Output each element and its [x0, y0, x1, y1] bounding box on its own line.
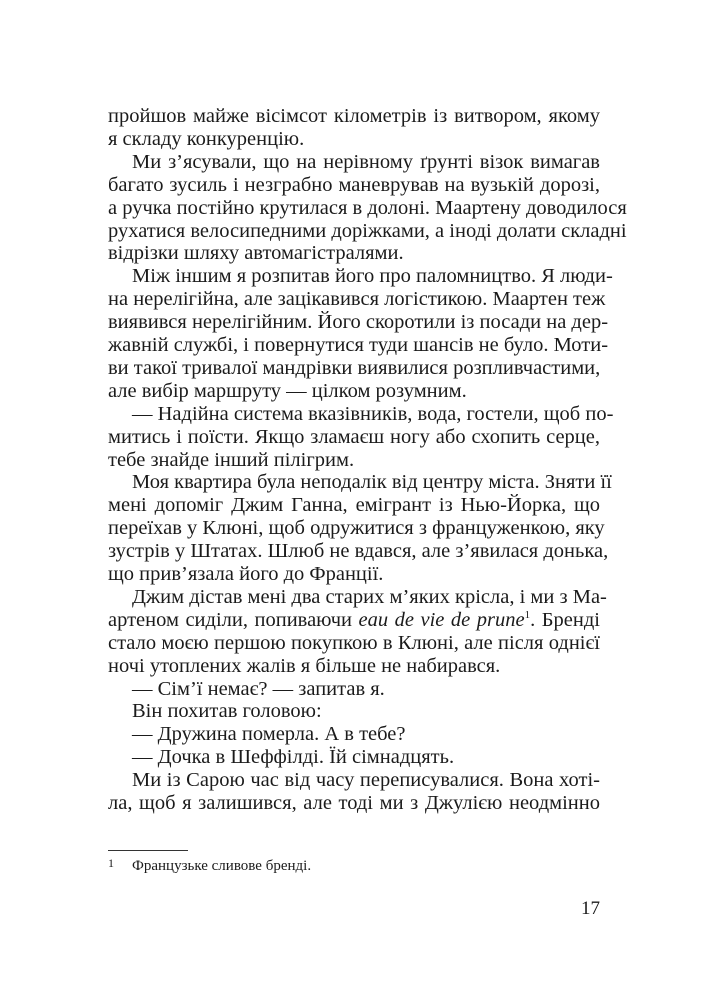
text-line: зустрів у Штатах. Шлюб не вдався, але з’явилася донька,	[108, 540, 609, 563]
text-line: Ми із Сарою час від часу переписувалися. Вона хоті-	[132, 769, 600, 792]
italic-phrase: eau de vie de prune	[358, 608, 525, 631]
text-line: мені допоміг Джим Ганна, емігрант із Нью-Йорка, що	[108, 494, 600, 517]
text-line: на нерелігійна, але зацікавився логістикою. Маартен теж	[108, 288, 606, 311]
text-line: жавній службі, і повернутися туди шансів не було. Моти-	[108, 334, 609, 356]
text-line: але вибір маршруту — цілком розумним.	[108, 379, 467, 402]
text-line: ви такої тривалої мандрівки виявилися розпливчастими,	[108, 356, 601, 379]
text-line: а ручка постійно крутилася в долоні. Маартену доводилося	[108, 196, 627, 219]
text-line: — Дочка в Шеффілді. Їй сімнадцять.	[132, 746, 455, 769]
text-line: виявився нерелігійним. Його скоротили із посади на дер-	[108, 311, 609, 334]
text-line: Ми з’ясували, що на нерівному ґрунті візок вимагав	[132, 150, 600, 173]
footnote-text: Французьке сливове бренді.	[132, 858, 312, 874]
text-line: — Надійна система вказівників, вода, гостели, щоб по-	[132, 402, 614, 425]
footnote-ref: 1	[524, 608, 531, 621]
text-line: що прив’язала його до Франції.	[108, 563, 384, 585]
footnote-mark: 1	[108, 856, 114, 870]
text-line: переїхав у Клюні, щоб одружитися з француженкою, яку	[108, 517, 605, 540]
text-line: Між іншим я розпитав його про паломництво. Я люди-	[132, 265, 613, 288]
text-segment: . Бренді	[530, 608, 600, 631]
text-line: митись і поїсти. Якщо зламаєш ногу або схопить серце,	[108, 425, 600, 448]
text-line: відрізки шляху автомагістралями.	[108, 242, 404, 265]
text-segment: артеном сиділи, попиваючи	[108, 608, 359, 631]
footnote-divider	[108, 850, 188, 851]
text-line: Він похитав головою:	[132, 700, 322, 723]
text-line: тебе знайде інший пілігрим.	[108, 448, 355, 471]
text-line: багато зусиль і незграбно маневрував на вузькій дорозі,	[108, 173, 600, 196]
text-line: Джим дістав мені два старих м’яких крісла, і ми з Ма-	[132, 585, 607, 608]
text-line: рухатися велосипедними доріжками, а іноді долати складні	[108, 219, 627, 242]
text-line: — Дружина померла. А в тебе?	[132, 723, 406, 746]
text-line-with-italic	[108, 608, 600, 632]
footnote	[108, 852, 311, 877]
text-line: я складу конкуренцію.	[108, 127, 305, 150]
text-line: ночі утоплених жалів я більше не набирався.	[108, 654, 501, 677]
text-line: Моя квартира була неподалік від центру міста. Зняти її	[132, 471, 612, 494]
page-number: 17	[581, 898, 600, 919]
text-line: пройшов майже вісімсот кілометрів із витвором, якому	[108, 105, 600, 127]
text-line: ла, щоб я залишився, але тоді ми з Джулією неодмінно	[108, 792, 600, 814]
text-line: — Сім’ї немає? — запитав я.	[132, 677, 385, 700]
text-line: стало моєю першою покупкою в Клюні, але після однієї	[108, 631, 600, 654]
